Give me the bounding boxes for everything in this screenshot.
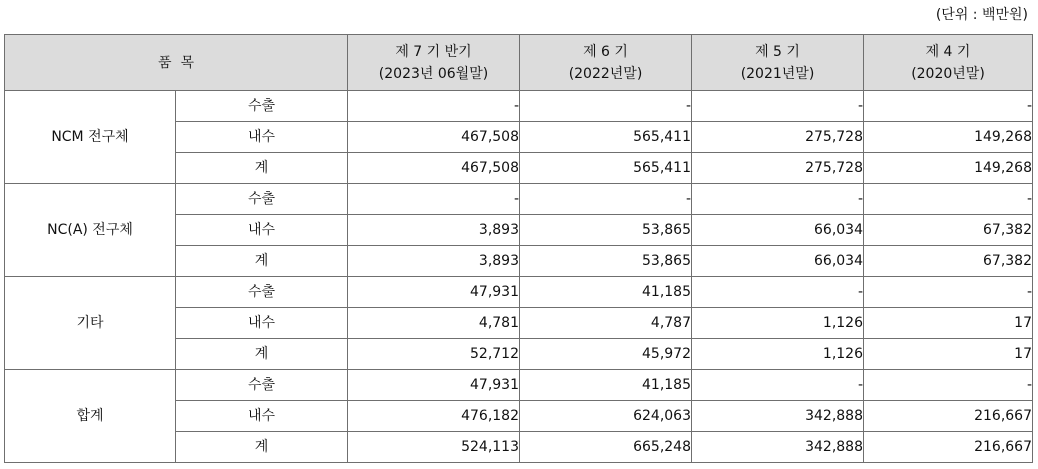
value-cell: 3,893 xyxy=(348,215,520,246)
value-cell: 4,781 xyxy=(348,308,520,339)
period-label: 제 6 기 xyxy=(583,43,628,60)
value-cell: - xyxy=(692,277,864,308)
table-row xyxy=(5,277,1033,308)
value-cell: 45,972 xyxy=(520,339,692,370)
group-label: 합계 xyxy=(5,370,176,463)
row-label: 계 xyxy=(176,153,348,184)
value-cell: 216,667 xyxy=(864,401,1033,432)
value-cell: 66,034 xyxy=(692,215,864,246)
value-cell: - xyxy=(692,91,864,122)
value-cell: 342,888 xyxy=(692,401,864,432)
value-cell: 66,034 xyxy=(692,246,864,277)
row-label: 내수 xyxy=(176,215,348,246)
value-cell: - xyxy=(348,184,520,215)
unit-note: (단위 : 백만원) xyxy=(935,7,1028,23)
value-cell: 624,063 xyxy=(520,401,692,432)
header-row xyxy=(5,35,1033,91)
row-label: 내수 xyxy=(176,308,348,339)
period-header xyxy=(864,35,1033,91)
value-cell: 467,508 xyxy=(348,153,520,184)
value-cell: 1,126 xyxy=(692,308,864,339)
row-label: 내수 xyxy=(176,401,348,432)
value-cell: 17 xyxy=(864,339,1033,370)
value-cell: 149,268 xyxy=(864,153,1033,184)
value-cell: 67,382 xyxy=(864,246,1033,277)
table-row xyxy=(5,184,1033,215)
value-cell: 67,382 xyxy=(864,215,1033,246)
value-cell: - xyxy=(520,184,692,215)
group-label: NCM 전구체 xyxy=(5,91,176,184)
row-label: 수출 xyxy=(176,370,348,401)
value-cell: 53,865 xyxy=(520,215,692,246)
value-cell: 467,508 xyxy=(348,122,520,153)
value-cell: - xyxy=(864,370,1033,401)
period-header xyxy=(520,35,692,91)
value-cell: 41,185 xyxy=(520,370,692,401)
row-label: 계 xyxy=(176,339,348,370)
value-cell: 216,667 xyxy=(864,432,1033,463)
value-cell: 1,126 xyxy=(692,339,864,370)
table-row xyxy=(5,370,1033,401)
value-cell: 565,411 xyxy=(520,153,692,184)
value-cell: - xyxy=(348,91,520,122)
value-cell: 47,931 xyxy=(348,277,520,308)
period-date: (2023년 06월말) xyxy=(378,65,489,82)
value-cell: 41,185 xyxy=(520,277,692,308)
row-label: 계 xyxy=(176,246,348,277)
value-cell: 665,248 xyxy=(520,432,692,463)
period-date: (2022년말) xyxy=(568,65,643,82)
value-cell: 565,411 xyxy=(520,122,692,153)
value-cell: 476,182 xyxy=(348,401,520,432)
value-cell: 149,268 xyxy=(864,122,1033,153)
value-cell: 17 xyxy=(864,308,1033,339)
value-cell: 53,865 xyxy=(520,246,692,277)
table-row xyxy=(5,91,1033,122)
period-date: (2020년말) xyxy=(911,65,985,82)
group-label: NC(A) 전구체 xyxy=(5,184,176,277)
period-header xyxy=(692,35,864,91)
value-cell: 524,113 xyxy=(348,432,520,463)
period-date: (2021년말) xyxy=(740,65,815,82)
value-cell: - xyxy=(520,91,692,122)
group-label: 기타 xyxy=(5,277,176,370)
period-label: 제 5 기 xyxy=(755,43,800,60)
period-label: 제 4 기 xyxy=(925,43,971,60)
value-cell: 52,712 xyxy=(348,339,520,370)
value-cell: 342,888 xyxy=(692,432,864,463)
period-label: 제 7 기 반기 xyxy=(395,43,472,60)
item-header: 품 목 xyxy=(5,35,348,91)
value-cell: 4,787 xyxy=(520,308,692,339)
value-cell: 3,893 xyxy=(348,246,520,277)
value-cell: - xyxy=(864,91,1033,122)
row-label: 내수 xyxy=(176,122,348,153)
value-cell: - xyxy=(692,184,864,215)
row-label: 수출 xyxy=(176,91,348,122)
row-label: 수출 xyxy=(176,184,348,215)
period-header xyxy=(348,35,520,91)
value-cell: - xyxy=(864,184,1033,215)
value-cell: 275,728 xyxy=(692,153,864,184)
value-cell: - xyxy=(864,277,1033,308)
row-label: 수출 xyxy=(176,277,348,308)
value-cell: 47,931 xyxy=(348,370,520,401)
value-cell: - xyxy=(692,370,864,401)
sales-table xyxy=(4,34,1033,463)
value-cell: 275,728 xyxy=(692,122,864,153)
row-label: 계 xyxy=(176,432,348,463)
